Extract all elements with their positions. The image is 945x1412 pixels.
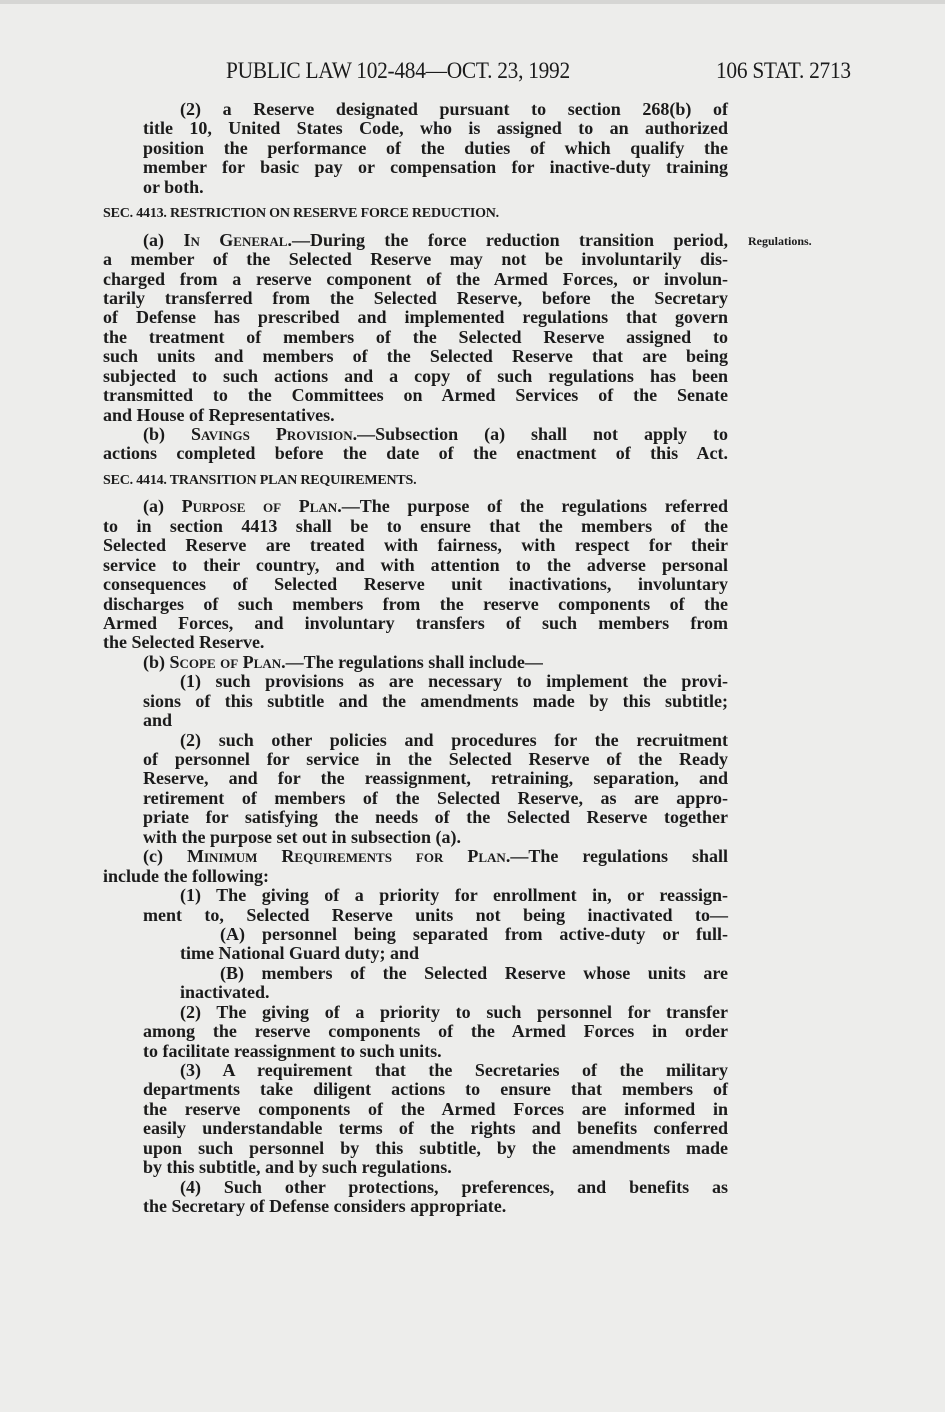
margin-note: Regulations. bbox=[748, 234, 812, 248]
text-line: among the reserve components of the Armed Forces in order bbox=[143, 1021, 728, 1042]
section-heading: SEC. 4413. RESTRICTION ON RESERVE FORCE REDUCTION. bbox=[103, 206, 499, 222]
text-line: (2) such other policies and procedures for the recruitment bbox=[180, 729, 728, 750]
paragraph bbox=[103, 1061, 728, 1178]
text-line: ment to, Selected Reserve units not being inactivated to— bbox=[143, 904, 728, 925]
text-line: service to their country, and with attention to the adverse personal bbox=[103, 554, 728, 575]
text-line bbox=[103, 497, 728, 516]
text-line: actions completed before the date of the enactment of this Act. bbox=[103, 443, 728, 464]
text-line bbox=[103, 231, 728, 250]
text-line: (4) Such other protections, preferences, and benefits as bbox=[180, 1176, 728, 1197]
line-text: .—The regulations shall bbox=[505, 846, 729, 867]
text-line: position the performance of the duties of which qualify the bbox=[143, 137, 728, 158]
text-line: the Secretary of Defense considers appropriate. bbox=[143, 1196, 507, 1217]
text-line: (1) The giving of a priority for enrollment in, or reassign- bbox=[180, 885, 728, 906]
text-line: Reserve, and for the reassignment, retraining, separation, and bbox=[143, 768, 728, 789]
text-line: the Selected Reserve. bbox=[103, 632, 265, 653]
text-line: Armed Forces, and involuntary transfers of such members from bbox=[103, 612, 728, 633]
text-line: with the purpose set out in subsection (a). bbox=[143, 826, 462, 847]
text-line: discharges of such members from the reserve components of the bbox=[103, 593, 728, 614]
text-line: tarily transferred from the Selected Reserve, before the Secretary bbox=[103, 287, 728, 308]
scan-edge bbox=[0, 0, 945, 4]
paragraph bbox=[103, 964, 728, 1003]
text-line: to in section 4413 shall be to ensure that the members of the bbox=[103, 515, 728, 536]
text-line: such units and members of the Selected Reserve that are being bbox=[103, 346, 728, 367]
text-line: to facilitate reassignment to such units. bbox=[143, 1040, 442, 1061]
paragraph bbox=[103, 1003, 728, 1061]
text-line: by this subtitle, and by such regulations. bbox=[143, 1157, 452, 1178]
text-line: (1) such provisions as are necessary to implement the provi- bbox=[180, 671, 728, 692]
paragraph-heading: Purpose of Plan bbox=[181, 496, 338, 517]
text-line bbox=[103, 653, 728, 672]
text-line: member for basic pay or compensation for inactive-duty training bbox=[143, 157, 728, 178]
paragraph-heading: In General bbox=[183, 229, 288, 250]
line-text: .—The purpose of the regulations referred bbox=[337, 496, 728, 517]
paragraph bbox=[103, 672, 728, 730]
text-line: departments take diligent actions to ensure that members of bbox=[143, 1079, 728, 1100]
text-line: (A) personnel being separated from active-duty or full- bbox=[220, 923, 728, 944]
paragraph bbox=[103, 231, 728, 425]
text-line: subjected to such actions and a copy of such regulations has been bbox=[103, 365, 728, 386]
text-line: charged from a reserve component of the Armed Forces, or involun- bbox=[103, 268, 728, 289]
text-line bbox=[103, 425, 728, 444]
text-line: time National Guard duty; and bbox=[180, 943, 420, 964]
text-line: include the following: bbox=[103, 865, 270, 886]
text-line: easily understandable terms of the rights and benefits conferred bbox=[143, 1118, 728, 1139]
paragraph-label: (b) bbox=[143, 424, 191, 445]
paragraph-heading: Savings Provision bbox=[190, 424, 353, 445]
document-body bbox=[103, 100, 728, 1217]
text-line: (3) A requirement that the Secretaries of the military bbox=[180, 1060, 728, 1081]
running-header-title: PUBLIC LAW 102-484—OCT. 23, 1992 bbox=[226, 58, 570, 83]
text-line bbox=[103, 847, 728, 866]
text-line: or both. bbox=[143, 176, 204, 197]
paragraph bbox=[103, 425, 728, 464]
text-line: the reserve components of the Armed Forces are informed in bbox=[143, 1098, 728, 1119]
paragraph-label: (a) bbox=[143, 229, 184, 250]
text-line: and House of Representatives. bbox=[103, 404, 335, 425]
text-line: the treatment of members of the Selected Reserve assigned to bbox=[103, 326, 728, 347]
text-line: transmitted to the Committees on Armed Services of the Senate bbox=[103, 385, 728, 406]
text-line: of Defense has prescribed and implemented regulations that govern bbox=[103, 307, 728, 328]
paragraph bbox=[103, 925, 728, 964]
text-line: of personnel for service in the Selected Reserve of the Ready bbox=[143, 749, 728, 770]
text-line: title 10, United States Code, who is assigned to an authorized bbox=[143, 118, 728, 139]
paragraph bbox=[103, 653, 728, 672]
text-line: Selected Reserve are treated with fairness, with respect for their bbox=[103, 535, 728, 556]
line-text: .—Subsection (a) shall not apply to bbox=[352, 424, 728, 445]
text-line: (2) a Reserve designated pursuant to section 268(b) of bbox=[180, 99, 728, 119]
paragraph bbox=[103, 497, 728, 653]
paragraph bbox=[103, 731, 728, 848]
paragraph-label: (b) bbox=[143, 651, 170, 672]
text-line: upon such personnel by this subtitle, by the amendments made bbox=[143, 1137, 728, 1158]
page-number: 106 STAT. 2713 bbox=[716, 58, 851, 83]
text-line: sions of this subtitle and the amendments made by this subtitle; bbox=[143, 690, 728, 711]
text-line: inactivated. bbox=[180, 982, 270, 1003]
section-heading: SEC. 4414. TRANSITION PLAN REQUIREMENTS. bbox=[103, 472, 417, 488]
paragraph bbox=[103, 886, 728, 925]
text-line: consequences of Selected Reserve unit inactivations, involuntary bbox=[103, 574, 728, 595]
text-line: priate for satisfying the needs of the Selected Reserve together bbox=[143, 807, 728, 828]
line-text: .—During the force reduction transition period, bbox=[287, 229, 728, 250]
paragraph bbox=[103, 100, 728, 197]
paragraph-label: (a) bbox=[143, 496, 182, 517]
paragraph-heading: Scope of Plan bbox=[169, 651, 282, 672]
paragraph bbox=[103, 1178, 728, 1217]
text-line: retirement of members of the Selected Reserve, as are appro- bbox=[143, 787, 728, 808]
line-text: .—The regulations shall include— bbox=[281, 651, 543, 672]
paragraph-label: (c) bbox=[143, 846, 187, 867]
text-line: a member of the Selected Reserve may not be involuntarily dis- bbox=[103, 249, 728, 270]
text-line: (B) members of the Selected Reserve whose units are bbox=[220, 962, 728, 983]
paragraph-heading: Minimum Requirements for Plan bbox=[186, 846, 506, 867]
text-line: and bbox=[143, 710, 173, 731]
paragraph bbox=[103, 847, 728, 886]
text-line: (2) The giving of a priority to such personnel for transfer bbox=[180, 1001, 728, 1022]
